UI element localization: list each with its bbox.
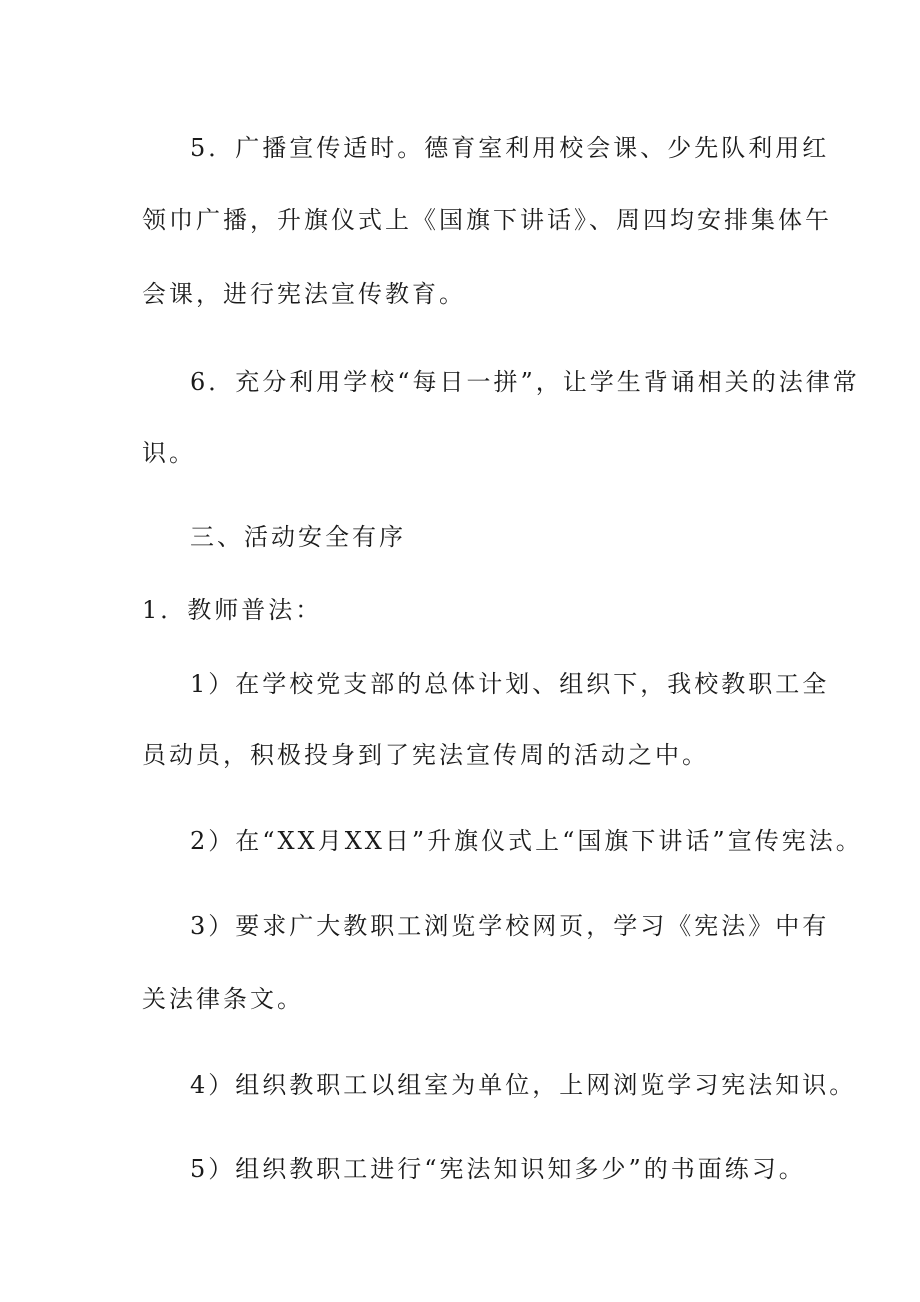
paragraph-5-line-1: 5．广播宣传适时。德育室利用校会课、少先队利用红 [190,134,830,162]
item-3-line-2: 关法律条文。 [142,985,304,1013]
paragraph-5-line-3: 会课，进行宪法宣传教育。 [142,280,466,308]
item-3-line-1: 3）要求广大教职工浏览学校网页，学习《宪法》中有 [190,912,830,940]
item-5: 5）组织教职工进行“宪法知识知多少”的书面练习。 [190,1155,806,1183]
paragraph-5-line-2: 领巾广播，升旗仪式上《国旗下讲话》、周四均安排集体午 [142,206,832,234]
item-2: 2）在“XX月XX日”升旗仪式上“国旗下讲话”宣传宪法。 [190,827,863,855]
item-4: 4）组织教职工以组室为单位，上网浏览学习宪法知识。 [190,1071,857,1099]
paragraph-6-line-2: 识。 [142,439,196,467]
section-heading: 三、活动安全有序 [190,523,406,551]
item-1-line-1: 1）在学校党支部的总体计划、组织下，我校教职工全 [190,670,830,698]
paragraph-6-line-1: 6．充分利用学校“每日一拼”，让学生背诵相关的法律常 [190,368,860,396]
item-1-line-2: 员动员，积极投身到了宪法宣传周的活动之中。 [142,741,709,769]
subsection-heading: 1．教师普法： [142,596,323,624]
